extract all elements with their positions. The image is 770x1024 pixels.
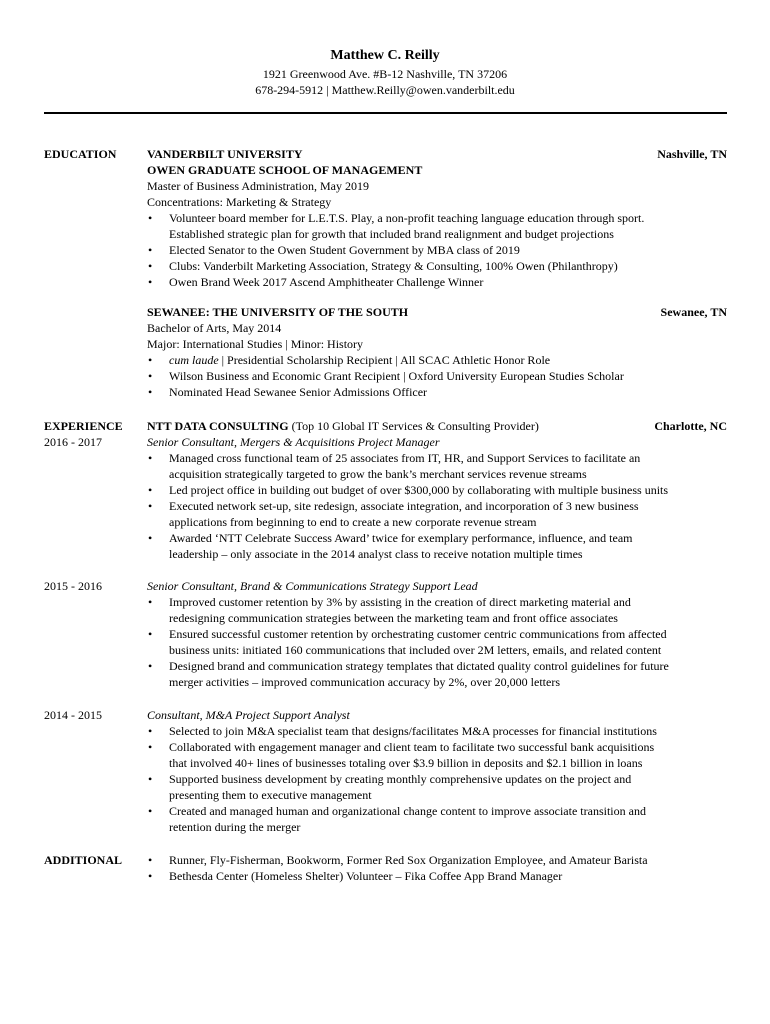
header-divider xyxy=(44,112,727,114)
role-dates: 2014 - 2015 xyxy=(44,708,102,722)
role-bullets xyxy=(147,594,727,690)
education-label: EDUCATION xyxy=(44,147,117,161)
school-bullets xyxy=(147,352,727,400)
list-item: • Created and managed human and organizational change content to improve associate transition and retention during the merger xyxy=(147,803,727,835)
role-title: Consultant, M&A Project Support Analyst xyxy=(147,708,350,722)
list-item: • Collaborated with engagement manager and client team to facilitate two successful bank acquisitions that involved 40+ lines of businesses totaling over $3.9 billion in deposits and $2.1 billion in loans xyxy=(147,739,727,771)
school-name: VANDERBILT UNIVERSITY xyxy=(147,147,303,161)
role-dates: 2016 - 2017 xyxy=(44,435,102,449)
role-title: Senior Consultant, Brand & Communications Strategy Support Lead xyxy=(147,579,478,593)
school-name: SEWANEE: THE UNIVERSITY OF THE SOUTH xyxy=(147,305,409,319)
school-location: Sewanee, TN xyxy=(660,305,727,319)
list-item: • Improved customer retention by 3% by assisting in the creation of direct marketing material and redesigning communication strategies between the marketing team and front office associates xyxy=(147,594,727,626)
list-item: • Ensured successful customer retention by orchestrating customer centric communications from affected business units: initiated 160 communications that included over 2M letters, emails, and related content xyxy=(147,626,727,658)
list-item: • Wilson Business and Economic Grant Recipient | Oxford University European Studies Scholar xyxy=(147,368,727,384)
school-location: Nashville, TN xyxy=(657,147,727,161)
additional-bullets xyxy=(147,852,727,884)
degree: Bachelor of Arts, May 2014 xyxy=(147,321,282,335)
list-item: • Supported business development by creating monthly comprehensive updates on the project and presenting them to executive management xyxy=(147,771,727,803)
list-item: • Bethesda Center (Homeless Shelter) Volunteer – Fika Coffee App Brand Manager xyxy=(147,868,727,884)
list-item: • Executed network set-up, site redesign, associate integration, and incorporation of 3 new business applications from beginning to end to create a new corporate revenue stream xyxy=(147,498,727,530)
role-bullets xyxy=(147,723,727,835)
company-description: (Top 10 Global IT Services & Consulting Provider) xyxy=(288,419,539,433)
degree: Master of Business Administration, May 2019 xyxy=(147,179,369,193)
list-item: • Managed cross functional team of 25 associates from IT, HR, and Support Services to facilitate an acquisition strategically targeted to grow the bank’s merchant services revenue streams xyxy=(147,450,727,482)
school-subname: OWEN GRADUATE SCHOOL OF MANAGEMENT xyxy=(147,163,423,177)
list-item: • Runner, Fly-Fisherman, Bookworm, Former Red Sox Organization Employee, and Amateur Barista xyxy=(147,852,727,868)
list-item: • Led project office in building out budget of over $300,000 by collaborating with multiple business units xyxy=(147,482,727,498)
candidate-name: Matthew C. Reilly xyxy=(330,48,440,63)
list-item: • Awarded ‘NTT Celebrate Success Award’ twice for exemplary performance, influence, and team leadership – only associate in the 2014 analyst class to receive notation multiple times xyxy=(147,530,727,562)
experience-label: EXPERIENCE xyxy=(44,419,123,433)
list-item: • Elected Senator to the Owen Student Government by MBA class of 2019 xyxy=(147,242,727,258)
major: Major: International Studies | Minor: History xyxy=(147,337,364,351)
school-bullets xyxy=(147,210,727,290)
concentrations: Concentrations: Marketing & Strategy xyxy=(147,195,332,209)
list-item: • Clubs: Vanderbilt Marketing Association, Strategy & Consulting, 100% Owen (Philanthropy) xyxy=(147,258,727,274)
additional-label: ADDITIONAL xyxy=(44,853,123,867)
role-bullets xyxy=(147,450,727,562)
list-item: • Designed brand and communication strategy templates that dictated quality control guidelines for future merger activities – improved communication accuracy by 2%, over 20,000 letters xyxy=(147,658,727,690)
honors-italic: cum laude xyxy=(169,353,219,367)
address-line: 1921 Greenwood Ave. #B-12 Nashville, TN 37206 xyxy=(262,67,508,81)
company-name: NTT DATA CONSULTING xyxy=(147,419,289,433)
list-item: • Selected to join M&A specialist team that designs/facilitates M&A processes for financial institutions xyxy=(147,723,727,739)
list-item: • Owen Brand Week 2017 Ascend Amphitheater Challenge Winner xyxy=(147,274,727,290)
role-dates: 2015 - 2016 xyxy=(44,579,102,593)
list-item: • Nominated Head Sewanee Senior Admissions Officer xyxy=(147,384,727,400)
list-item: • cum laude | Presidential Scholarship Recipient | All SCAC Athletic Honor Role xyxy=(147,352,727,368)
list-item: • Volunteer board member for L.E.T.S. Play, a non-profit teaching language education through sport. Established strategic plan for growth that included brand realignment and budget projections xyxy=(147,210,727,242)
contact-line: 678-294-5912 | Matthew.Reilly@owen.vanderbilt.edu xyxy=(255,83,515,97)
resume-header xyxy=(0,46,770,98)
role-title: Senior Consultant, Mergers & Acquisitions Project Manager xyxy=(147,435,440,449)
company-location: Charlotte, NC xyxy=(654,419,727,433)
